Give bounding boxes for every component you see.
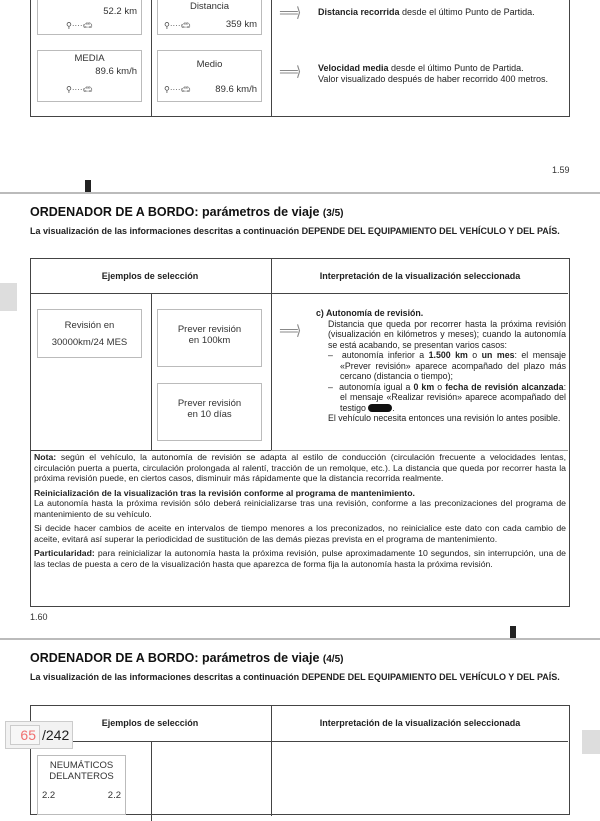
page-divider — [0, 638, 600, 640]
display-distance: Distancia 359 km ⚲····🚗︎ — [157, 0, 262, 35]
display-prever-km: Prever revisión en 100km — [157, 309, 262, 367]
total-pages: /242 — [42, 727, 70, 743]
display-partial-km: 52.2 km ⚲····🚗︎ — [37, 0, 142, 35]
page-title: ORDENADOR DE A BORDO: parámetros de viaje (3/5) — [30, 205, 344, 219]
page-number: 1.59 — [552, 165, 570, 175]
autonomy-description: c) Autonomía de revisión. Distancia que queda por recorrer hasta la próxima revisión (visualización en kilómetros y meses); cuando la autonomía se está acabando, se presentan varios casos: – autonomía inferior a 1.500 km o un mes: el mensaje «Prever revisión» aparece acompañado del plazo más cercano (distancia o tiempo); – autonomía igual a 0 km o fecha de revisión alcanzada: el mensaje «Realizar revisión» aparece acompañado del testigo . El vehículo necesita entonces una revisión lo antes posible. — [316, 308, 567, 423]
col-header-examples: Ejemplos de selección — [101, 271, 199, 281]
page-subtitle: La visualización de las informaciones descritas a continuación DEPENDE DEL EQUIPAMIENTO DEL VEHÍCULO Y DEL PAÍS. — [30, 672, 560, 682]
car-trip-icon: ⚲····🚗︎ — [66, 85, 93, 94]
page-marker — [85, 180, 91, 192]
page-subtitle: La visualización de las informaciones descritas a continuación DEPENDE DEL EQUIPAMIENTO DEL VEHÍCULO Y DEL PAÍS. — [30, 226, 560, 236]
car-trip-icon: ⚲····🚗︎ — [164, 21, 191, 30]
col-header-interpretation: Interpretación de la visualización seleccionada — [319, 271, 521, 281]
col-header-examples: Ejemplos de selección — [101, 718, 199, 728]
side-tab[interactable] — [0, 283, 17, 311]
display-medio: Medio 89.6 km/h ⚲····🚗︎ — [157, 50, 262, 102]
arrow-icon: ══⟩ — [280, 322, 300, 338]
interp-speed: Velocidad media desde el último Punto de Partida. Valor visualizado después de haber recorrido 400 metros. — [318, 63, 548, 84]
current-page-input[interactable]: 65 — [10, 725, 40, 745]
page-number: 1.60 — [30, 612, 48, 622]
note-section: Nota: según el vehículo, la autonomía de revisión se adapta al estilo de conducción (circulación frecuente a velocidades lentas, circulación puerta a puerta, circulación prolongada al ralentí, tracción de un remolque, etc.). La distancia que queda por recorrer hasta la próxima revisión puede, en ciertos casos, disminuir más rápidamente que la distancia recorrida realmente. Reinicialización de la visualización tras la revisión conforme al programa de mantenimiento. La autonomía hasta la próxima revisión sólo deberá reinicializarse tras una revisión, conforme a las preconizaciones del programa de mantenimiento de su vehículo. Si decide hacer cambios de aceite en intervalos de tiempo menores a los preconizados, no reinicialice este dato con cada cambio de aceite, evitará así superar la periodicidad de sustitución de las demás piezas prevista en el programa de mantenimiento. Particularidad: para reinicializar la autonomía hasta la próxima revisión, pulse aproximadamente 10 segundos, sin interrupción, una de las teclas de puesta a cero de la visualización hasta que aparezca de forma fija la autonomía hasta la próxima revisión. — [34, 452, 566, 569]
arrow-icon: ══⟩ — [280, 4, 300, 20]
side-tab[interactable] — [582, 730, 600, 754]
page-divider — [0, 192, 600, 194]
display-media: MEDIA 89.6 km/h ⚲····🚗︎ — [37, 50, 142, 102]
arrow-icon: ══⟩ — [280, 63, 300, 79]
display-tyres: NEUMÁTICOS DELANTEROS 2.2 2.2 — [37, 755, 126, 815]
display-revision: Revisión en 30000km/24 MES — [37, 309, 142, 358]
car-trip-icon: ⚲····🚗︎ — [66, 21, 93, 30]
page-counter — [5, 721, 73, 749]
col-header-interpretation: Interpretación de la visualización seleccionada — [319, 718, 521, 728]
car-trip-icon: ⚲····🚗︎ — [164, 85, 191, 94]
interp-distance: Distancia recorrida desde el último Punto de Partida. — [318, 7, 535, 17]
wrench-warning-icon — [368, 404, 392, 412]
display-prever-days: Prever revisión en 10 días — [157, 383, 262, 441]
page-marker — [510, 626, 516, 638]
page-title: ORDENADOR DE A BORDO: parámetros de viaje (4/5) — [30, 651, 344, 665]
